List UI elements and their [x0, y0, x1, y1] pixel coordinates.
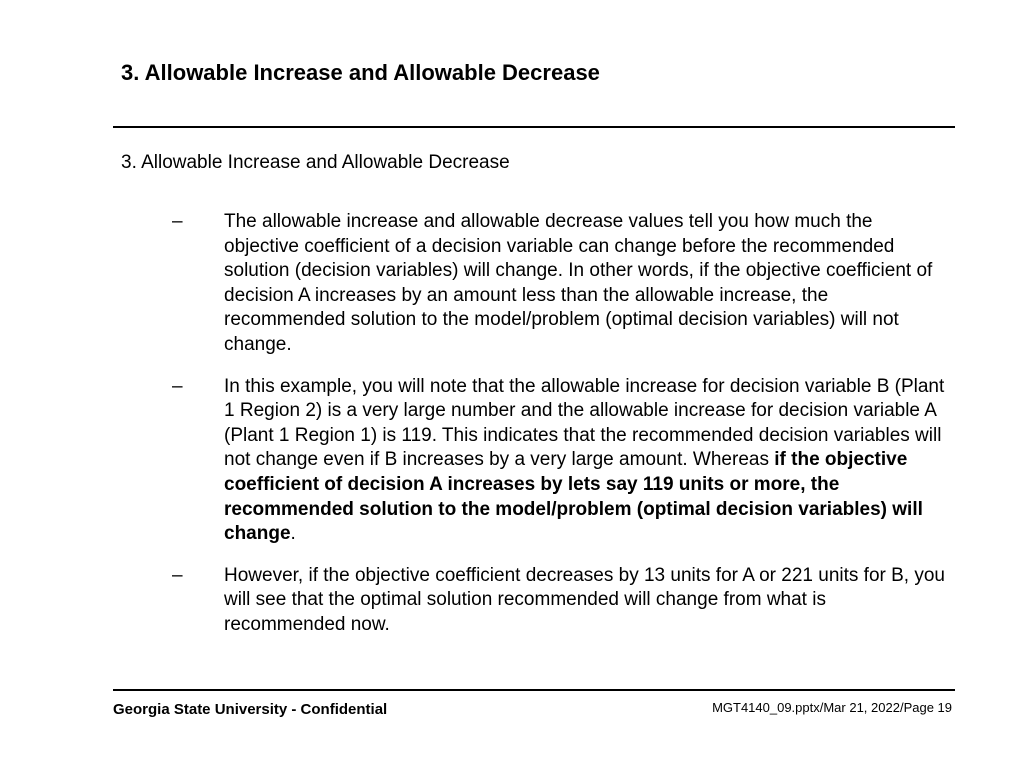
footer-divider	[113, 689, 955, 691]
bullet-text-bold: if the objective coefficient of decision A increases by lets say 119 units or more, the recommended solution to the model/problem (optimal decision variables) will change	[224, 449, 923, 545]
bullet-dash: –	[172, 375, 183, 397]
footer-page-info: MGT4140_09.pptx/Mar 21, 2022/Page 19	[712, 700, 952, 715]
bullet-text: The allowable increase and allowable decrease values tell you how much the objective coefficient of a decision variable can change before the recommended solution (decision variables) will change. In other words, if the objective coefficient of decision A increases by an amount less than the allowable increase, the recommended solution to the model/problem (optimal decision variables) will not change.	[224, 211, 933, 355]
bullet-list	[160, 210, 950, 655]
bullet-dash: –	[172, 564, 183, 586]
slide-title: 3. Allowable Increase and Allowable Decrease	[121, 60, 600, 85]
bullet-item	[160, 375, 950, 547]
bullet-item	[160, 210, 950, 358]
bullet-text: In this example, you will note that the allowable increase for decision variable B (Plant 1 Region 2) is a very large number and the allowable increase for decision variable A (Plant 1 Region 1) is 119. This indicates that the recommended decision variables will not change even if B increases by a very large amount. Whereas	[224, 375, 945, 471]
title-divider	[113, 126, 955, 128]
bullet-text: However, if the objective coefficient decreases by 13 units for A or 221 units for B, you will see that the optimal solution recommended will change from what is recommended now.	[224, 564, 945, 635]
section-heading: 3. Allowable Increase and Allowable Decrease	[121, 152, 510, 173]
bullet-item	[160, 564, 950, 638]
footer-confidential: Georgia State University - Confidential	[113, 701, 388, 718]
bullet-dash: –	[172, 211, 183, 232]
bullet-text-end: .	[290, 523, 296, 545]
